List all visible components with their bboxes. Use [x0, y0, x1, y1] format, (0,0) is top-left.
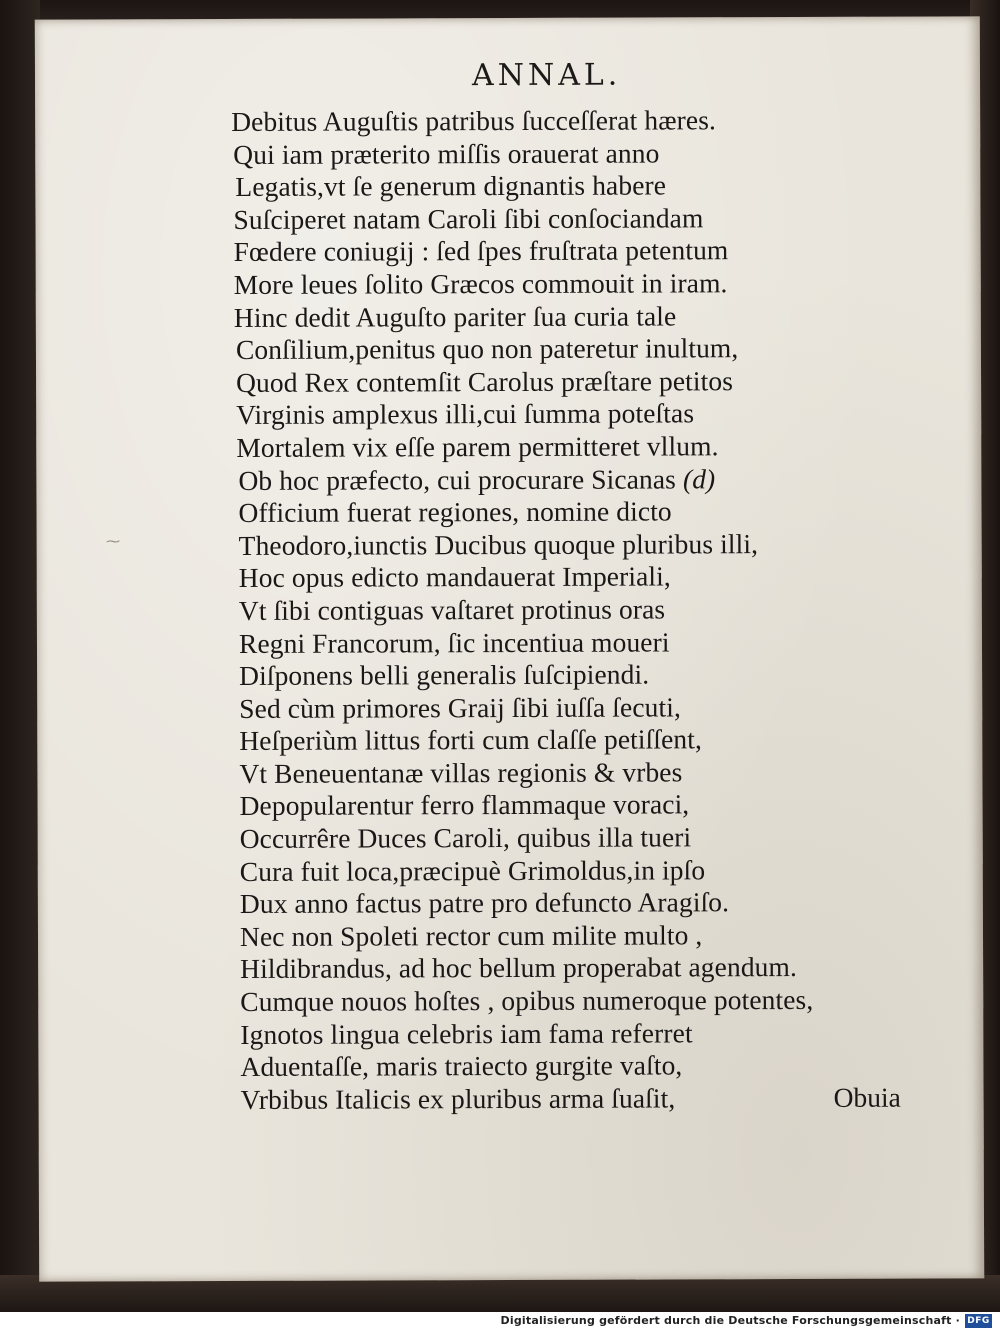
verse-line-text: Legatis,vt ſe generum dignantis habere — [235, 169, 667, 203]
verse-line — [240, 886, 813, 921]
catchword: Obuia — [833, 1081, 901, 1113]
verse-line-text: Nec non Spoleti rector cum milite multo , — [239, 919, 703, 952]
verse-line — [239, 691, 812, 726]
verse-line-text: Heſperiùm littus forti cum claſſe petiſſent, — [239, 723, 702, 757]
verse-line — [240, 821, 813, 856]
verse-line-text: Occurrêre Duces Caroli, quibus illa tueri — [239, 821, 692, 855]
verse-line-text: Debitus Auguſtis patribus ſucceſſerat hæres. — [231, 104, 717, 137]
verse-line — [240, 919, 813, 954]
verse-line-text: Dux anno factus patre pro defuncto Aragiſo. — [239, 886, 730, 920]
verse-line-text: Conſilium,penitus quo non pateretur inultum, — [235, 332, 739, 366]
book-page — [35, 16, 984, 1281]
verse-line — [240, 984, 813, 1019]
running-head: ANNAL. — [471, 57, 622, 94]
verse-line-text: Theodoro,iunctis Ducibus quoque pluribus illi, — [238, 527, 759, 561]
verse-line — [239, 658, 812, 693]
verse-line — [241, 1082, 814, 1117]
verse-line-text: Fœdere coniugij : ſed ſpes fruſtrata petentum — [233, 234, 729, 268]
scan-background-left — [0, 0, 40, 1312]
verse-text-block — [231, 104, 814, 1116]
margin-mark: ⁓ — [106, 534, 120, 550]
verse-line-text: Cura fuit loca,præcipuè Grimoldus,in ipſo — [239, 853, 706, 887]
footer-credit: Digitalisierung gefördert durch die Deutsche Forschungsgemeinschaft · — [500, 1314, 960, 1327]
verse-line — [240, 1049, 813, 1084]
verse-line — [240, 1017, 813, 1052]
verse-line-text: Ignotos lingua celebris iam fama referret — [240, 1016, 693, 1050]
verse-line-text: Qui iam præterito miſſis orauerat anno — [233, 137, 660, 170]
verse-line — [236, 332, 811, 367]
verse-line — [231, 104, 810, 139]
verse-line-text: Depopularentur ferro flammaque voraci, — [239, 788, 690, 822]
verse-line-text: Hoc opus edicto mandauerat Imperiali, — [238, 560, 671, 594]
verse-line-text: Aduentaſſe, maris traiecto gurgite vaſto, — [240, 1049, 683, 1083]
verse-line — [234, 300, 811, 335]
verse-line-text: More leues ſolito Græcos commouit in iram. — [233, 267, 728, 300]
verse-line-text: Hildibrandus, ad hoc bellum properabat agendum. — [240, 951, 798, 985]
verse-line — [233, 137, 810, 172]
verse-line-text: Suſciperet natam Caroli ſibi conſociandam — [233, 202, 704, 235]
verse-line — [239, 788, 812, 823]
verse-line — [239, 756, 812, 791]
verse-line — [238, 495, 811, 530]
verse-line — [236, 365, 811, 400]
verse-line — [239, 528, 812, 563]
verse-line-text: Quod Rex contemſit Carolus præſtare petitos — [236, 364, 734, 398]
verse-line-text: Virginis amplexus illi,cui ſumma poteſtas — [236, 397, 695, 431]
verse-line — [233, 202, 810, 237]
verse-line-text: Vt ſibi contiguas vaſtaret protinus oras — [238, 593, 666, 626]
verse-line-text: Mortalem vix eſſe parem permitteret vllum. — [236, 430, 719, 463]
verse-line — [238, 462, 811, 497]
verse-line — [239, 593, 812, 628]
footnote-marker: (d) — [682, 462, 716, 494]
verse-line — [239, 625, 812, 660]
verse-line — [235, 169, 810, 204]
verse-line-text: Regni Francorum, ſic incentiua moueri — [238, 625, 670, 659]
verse-line-text: Cumque nouos hoſtes , opibus numeroque potentes, — [240, 983, 814, 1017]
verse-line-text: Ob hoc præfecto, cui procurare Sicanas — [238, 462, 676, 496]
verse-line-text: Sed cùm primores Graij ſibi iuſſa ſecuti, — [239, 691, 681, 724]
verse-line — [239, 560, 812, 595]
verse-line-text: Officium fuerat regiones, nomine dicto — [238, 495, 672, 529]
verse-line-text: Vrbibus Italicis ex pluribus arma ſuaſit, — [240, 1082, 676, 1115]
verse-line — [240, 854, 813, 889]
verse-line — [240, 951, 813, 986]
verse-line — [234, 267, 811, 302]
verse-line — [236, 430, 811, 465]
verse-line-text: Hinc dedit Auguſto pariter ſua curia tale — [233, 299, 677, 333]
verse-line — [234, 234, 811, 269]
dfg-logo: DFG — [965, 1314, 992, 1328]
verse-line — [236, 397, 811, 432]
verse-line — [239, 723, 812, 758]
verse-line-text: Diſponens belli generalis ſuſcipiendi. — [239, 658, 650, 692]
verse-line-text: Vt Beneuentanæ villas regionis & vrbes — [239, 756, 683, 789]
